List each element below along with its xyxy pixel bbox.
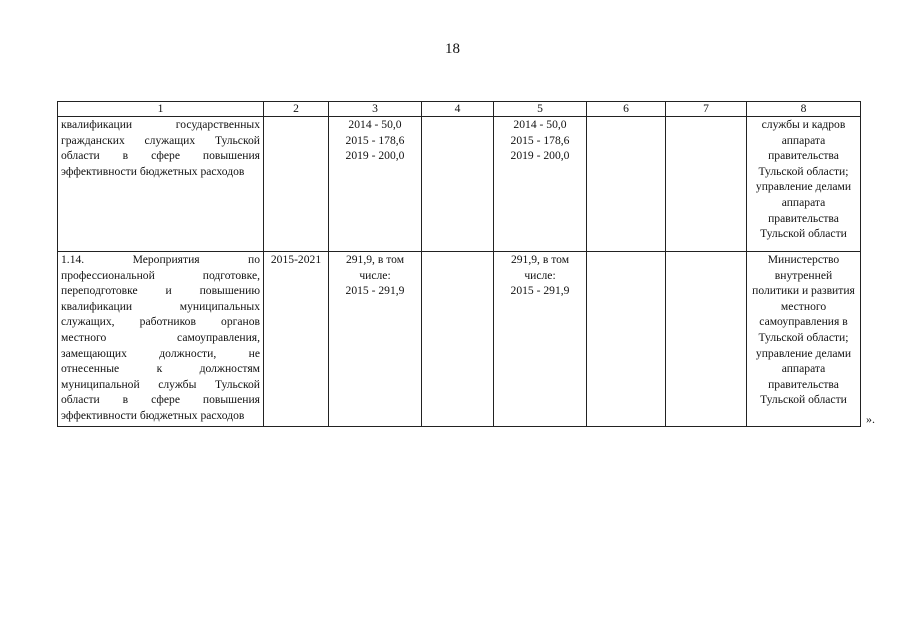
header-col-2: 2 [264, 102, 329, 117]
funding-col-5 [494, 117, 587, 252]
responsible-executor: службы и кадров аппарата правительства Тульской области; управление делами аппарата правительства Тульской области [747, 117, 861, 252]
funding-total [329, 117, 422, 252]
funding-col-7 [666, 117, 747, 252]
header-col-8: 8 [747, 102, 861, 117]
header-col-6: 6 [587, 102, 666, 117]
funding-total-line: 2015 - 291,9 [345, 284, 405, 298]
funding-col-4 [422, 252, 494, 427]
header-col-7: 7 [666, 102, 747, 117]
funding-total [329, 252, 422, 427]
header-col-1: 1 [58, 102, 264, 117]
table-row [58, 252, 861, 427]
funding-col-5-line: 2019 - 200,0 [510, 149, 570, 163]
responsible-executor: Министерство внутренней политики и развития местного самоуправления в Тульской области; управление делами аппарата правительства Тульской области [747, 252, 861, 427]
funding-col-5-line: 291,9, в том [510, 253, 570, 266]
header-col-5: 5 [494, 102, 587, 117]
funding-total-line: 291,9, в том [345, 253, 405, 266]
funding-col-5-line: 2014 - 50,0 [513, 118, 567, 131]
implementation-period [264, 117, 329, 252]
funding-col-5-line: 2015 - 291,9 [510, 284, 570, 298]
funding-total-line: 2014 - 50,0 [348, 118, 402, 131]
funding-col-4 [422, 117, 494, 252]
funding-col-7 [666, 252, 747, 427]
funding-total-line: 2015 - 178,6 [345, 133, 405, 147]
header-row [58, 102, 861, 117]
header-col-3: 3 [329, 102, 422, 117]
funding-col-5 [494, 252, 587, 427]
funding-total-line: 2019 - 200,0 [345, 149, 405, 163]
table-row [58, 117, 861, 252]
funding-col-6 [587, 117, 666, 252]
measure-description: 1.14. Мероприятия по профессиональной подготовке, переподготовке и повышению квалификации муниципальных служащих, работников органов местного самоуправления, замещающих должности, не отнесенные к должностям муниципальной службы Тульской области в сфере повышения эффективности бюджетных расходов [58, 252, 264, 427]
measure-description: квалификации государственных гражданских служащих Тульской области в сфере повышения эффективности бюджетных расходов [58, 117, 264, 252]
page-number: 18 [445, 41, 460, 57]
measures-table [57, 101, 861, 427]
funding-col-5-line: 2015 - 178,6 [510, 133, 570, 147]
funding-col-6 [587, 252, 666, 427]
implementation-period: 2015-2021 [264, 252, 329, 427]
closing-quote: ». [866, 412, 875, 426]
funding-total-line: числе: [359, 268, 391, 282]
header-col-4: 4 [422, 102, 494, 117]
funding-col-5-line: числе: [524, 268, 556, 282]
